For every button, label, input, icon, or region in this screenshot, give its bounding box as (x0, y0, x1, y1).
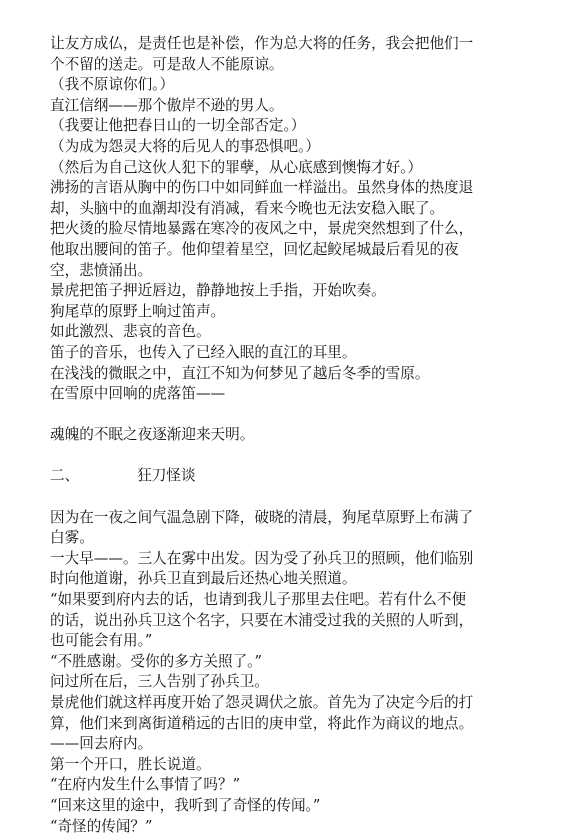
paragraph (50, 96, 555, 117)
text-line: 把火烫的脸尽情地暴露在寒冷的夜风之中，景虎突然想到了什么， (50, 220, 474, 238)
chapter-heading (50, 466, 555, 487)
text-line: 也可能会有用。” (50, 632, 153, 650)
text-line: 在浅浅的微眠之中，直江不知为何梦见了越后冬季的雪原。 (50, 364, 430, 382)
text-line: 沸扬的言语从胸中的伤口中如同鲜血一样溢出。虽然身体的热度退 (50, 179, 474, 197)
chapter-number: 二、 (50, 467, 80, 485)
paragraph (50, 796, 555, 817)
paragraph (50, 549, 555, 590)
paragraph (50, 364, 555, 385)
blank-line (50, 405, 555, 426)
text-line: 的话，说出孙兵卫这个名字，只要在木浦受过我的关照的人听到， (50, 611, 474, 629)
text-line: 他取出腰间的笛子。他仰望着星空，回忆起鲛尾城最后看见的夜 (50, 240, 459, 258)
text-line: （然后为自己这伙人犯下的罪孽，从心底感到懊悔才好。） (50, 158, 423, 176)
text-line: 狗尾草的原野上响过笛声。 (50, 302, 226, 320)
paragraph (50, 755, 555, 776)
text-line: 景虎把笛子押近唇边，静静地按上手指，开始吹奏。 (50, 282, 386, 300)
chapter-title: 狂刀怪谈 (137, 467, 196, 485)
text-line: 因为在一夜之间气温急剧下降，破晓的清晨，狗尾草原野上布满了 (50, 508, 474, 526)
blank-line (50, 487, 555, 508)
paragraph (50, 137, 555, 158)
paragraph (50, 158, 555, 179)
text-line: 让友方成仏，是责任也是补偿，作为总大将的任务，我会把他们一 (50, 35, 474, 52)
blank-line (50, 446, 555, 467)
text-line: 却，头脑中的血潮却没有消减，看来今晚也无法安稳入眠了。 (50, 199, 445, 217)
text-line: 笛子的音乐，也传入了已经入眠的直江的耳里。 (50, 343, 357, 361)
paragraph (50, 116, 555, 137)
text-line: 在雪原中回响的虎落笛—— (50, 385, 226, 403)
paragraph (50, 281, 555, 302)
paragraph (50, 508, 555, 549)
text-line: 白雾。 (50, 529, 94, 547)
text-line: 景虎他们就这样再度开始了怨灵调伏之旅。首先为了决定今后的打 (50, 694, 474, 711)
paragraph (50, 652, 555, 673)
text-line: 算，他们来到离街道稍远的古旧的庚申堂，将此作为商议的地点。 (50, 714, 474, 732)
paragraph (50, 693, 555, 734)
paragraph (50, 34, 555, 75)
paragraph (50, 322, 555, 343)
text-line: 直江信纲——那个傲岸不逊的男人。 (50, 96, 284, 114)
paragraph (50, 734, 555, 755)
paragraph (50, 672, 555, 693)
text-line: （我不原谅你们。） (50, 76, 175, 94)
text-line: （我要让他把春日山的一切全部否定。） (50, 117, 306, 135)
text-line: ——回去府内。 (50, 735, 153, 753)
text-line: 如此激烈、悲哀的音色。 (50, 323, 211, 341)
paragraph (50, 75, 555, 96)
text-line: （为成为怨灵大将的后见人的事恐惧吧。） (50, 137, 320, 155)
text-line: 时向他道谢，孙兵卫直到最后还热心地关照道。 (50, 570, 357, 588)
paragraph (50, 302, 555, 323)
text-line: “如果要到府内去的话，也请到我儿子那里去住吧。若有什么不便 (50, 591, 467, 609)
paragraph (50, 178, 555, 219)
text-block-part1 (50, 34, 555, 405)
closing-line: 魂魄的不眠之夜逐渐迎来天明。 (50, 426, 255, 444)
text-line: “奇怪的传闻？” (50, 817, 153, 835)
text-line: 空，悲愤涌出。 (50, 261, 153, 279)
text-line: 个不留的送走。可是敌人不能原谅。 (50, 55, 284, 73)
paragraph (50, 343, 555, 364)
paragraph (50, 590, 555, 652)
text-line: “不胜感谢。受你的多方关照了。” (50, 652, 262, 670)
text-line: 问过所在后，三人告别了孙兵卫。 (50, 673, 269, 691)
paragraph (50, 219, 555, 281)
text-line: “在府内发生什么事情了吗？” (50, 776, 241, 794)
paragraph (50, 817, 555, 837)
text-line: 一大早——。三人在雾中出发。因为受了孙兵卫的照顾，他们临别 (50, 549, 474, 567)
paragraph (50, 775, 555, 796)
text-line: “回来这里的途中，我听到了奇怪的传闻。” (50, 796, 321, 814)
paragraph (50, 384, 555, 405)
text-line: 第一个开口，胜长说道。 (50, 755, 211, 773)
text-block-part2 (50, 508, 555, 837)
